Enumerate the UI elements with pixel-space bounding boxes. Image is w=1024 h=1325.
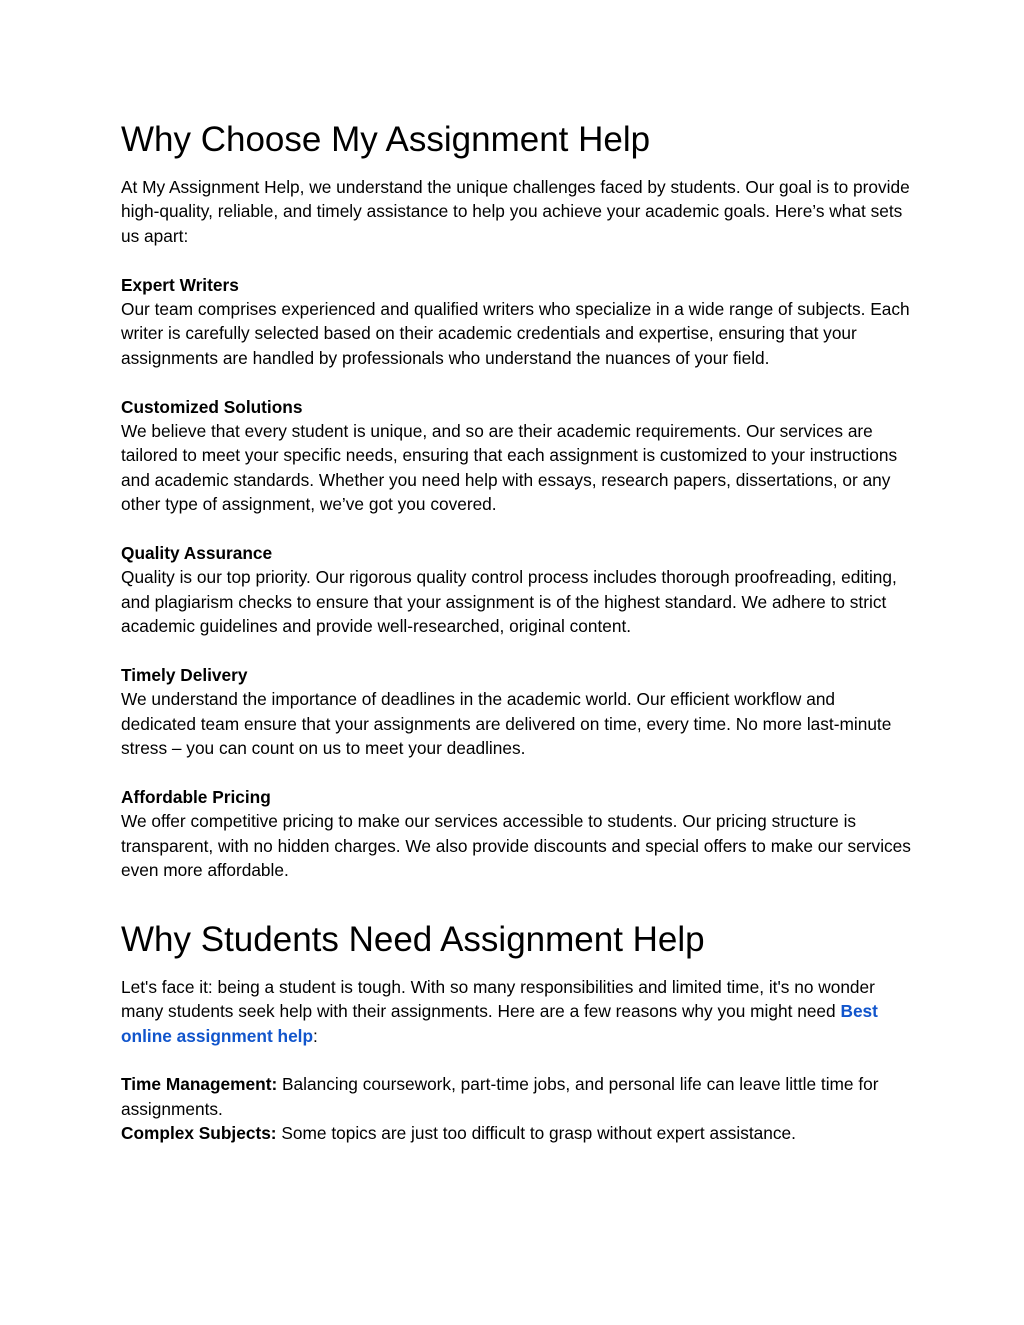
section-heading-why-choose: Why Choose My Assignment Help — [121, 120, 651, 159]
spacer — [121, 761, 911, 785]
feature-body: We offer competitive pricing to make our services accessible to students. Our pricing structure is transparent, with no hidden charges. We also provide discounts and special offers to make our services even more affordable. — [121, 811, 911, 881]
intro-text: Let's face it: being a student is tough. With so many responsibilities and limited time, it's no wonder many students seek help with their assignments. Here are a few reasons why you might need — [121, 976, 875, 1022]
document-page — [121, 118, 911, 1146]
spacer — [121, 370, 911, 394]
reason-label: Time Management: — [121, 1074, 278, 1095]
feature-body: We believe that every student is unique, and so are their academic requirements. Our services are tailored to meet your specific needs, ensuring that each assignment is customized to your instructions and academic standards. Whether you need help with essays, research papers, dissertations, or any other type of assignment, we’ve got you covered. — [121, 421, 898, 515]
section-heading-why-students-need: Why Students Need Assignment Help — [121, 919, 705, 959]
feature-body: Our team comprises experienced and qualified writers who specialize in a wide range of subjects. Each writer is carefully selected based on their academic credentials and expertise, ensuring that your assignments are handled by professionals who understand the nuances of your field. — [121, 299, 910, 368]
reason-time-management — [121, 1072, 911, 1121]
feature-customized-solutions — [121, 395, 911, 517]
feature-body: We understand the importance of deadlines in the academic world. Our efficient workflow and dedicated team ensure that your assignments are delivered on time, every time. No more last-minute stress – you can count on us to meet your deadlines. — [121, 689, 892, 759]
feature-title: Quality Assurance — [121, 543, 273, 564]
intro-paragraph: At My Assignment Help, we understand the unique challenges faced by students. Our goal is to provide high-quality, reliable, and timely assistance to help you achieve your academic goals. Here’s what sets us apart: — [121, 177, 910, 246]
feature-body: Quality is our top priority. Our rigorous quality control process includes thorough proofreading, editing, and plagiarism checks to ensure that your assignment is of the highest standard. We adhere to strict academic guidelines and provide well-researched, original content. — [121, 567, 897, 637]
spacer — [121, 1048, 911, 1072]
spacer — [121, 639, 911, 663]
reason-text: Balancing coursework, part-time jobs, and personal life can leave little time for assignments. — [121, 1074, 879, 1119]
feature-affordable-pricing — [121, 785, 911, 883]
reason-label: Complex Subjects: — [121, 1123, 277, 1144]
reason-text: Some topics are just too difficult to grasp without expert assistance. — [276, 1123, 796, 1144]
feature-expert-writers — [121, 273, 911, 371]
feature-title: Timely Delivery — [121, 665, 248, 686]
feature-title: Expert Writers — [121, 274, 239, 295]
feature-quality-assurance — [121, 541, 911, 639]
feature-timely-delivery — [121, 663, 911, 761]
reason-complex-subjects — [121, 1121, 911, 1145]
feature-title: Affordable Pricing — [121, 787, 271, 808]
section2-intro-paragraph — [121, 975, 911, 1048]
best-online-assignment-help-link[interactable]: Best online assignment help — [121, 1001, 878, 1046]
spacer — [121, 248, 911, 272]
feature-title: Customized Solutions — [121, 396, 303, 417]
spacer — [121, 517, 911, 541]
intro-colon: : — [313, 1025, 318, 1046]
